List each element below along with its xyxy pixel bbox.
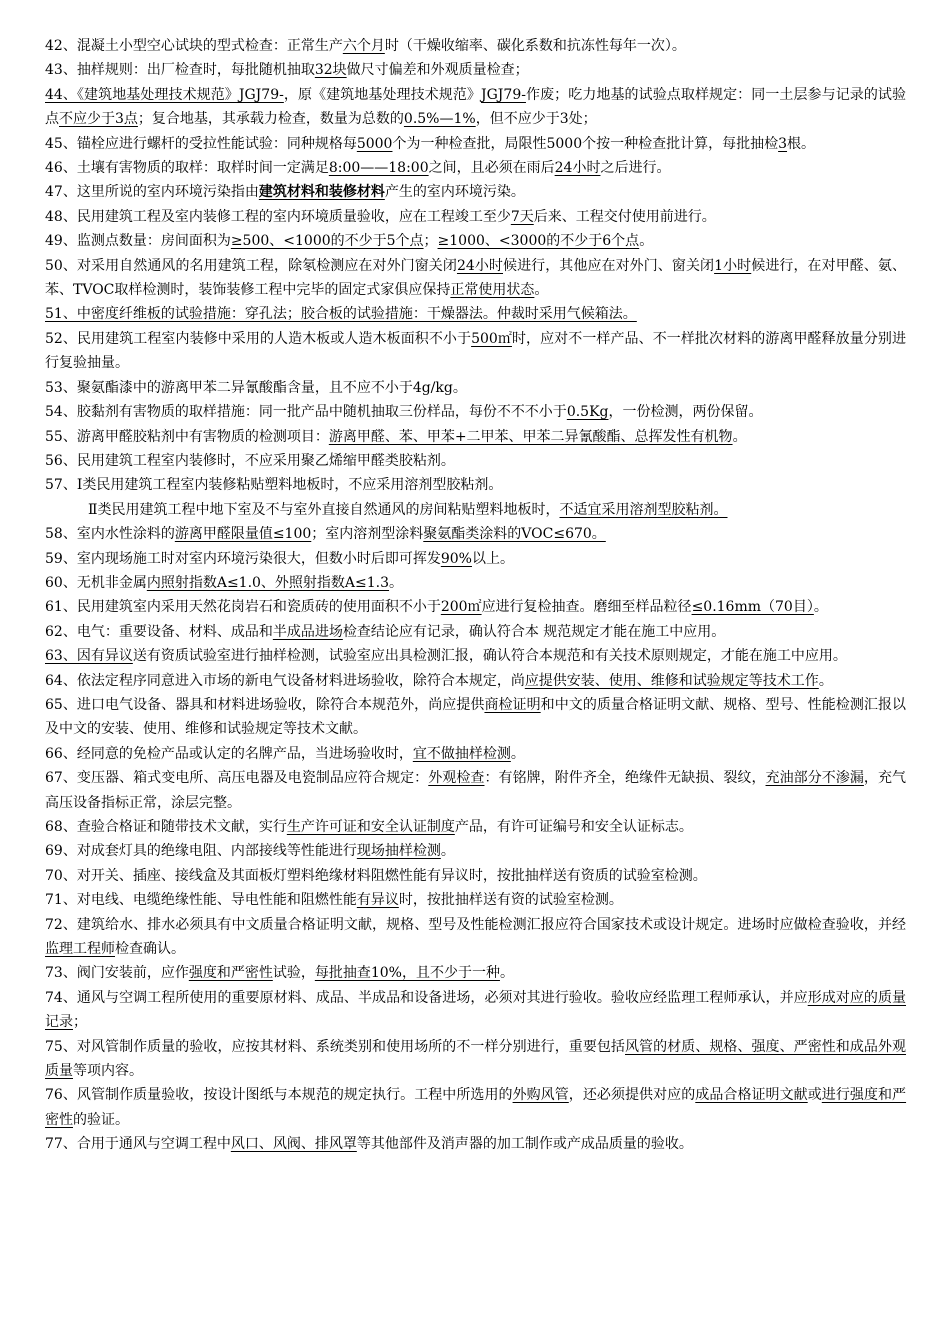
text-segment: 47、这里所说的室内环境污染指由	[45, 184, 259, 201]
text-segment: ，还必须提供对应的	[568, 1087, 696, 1104]
underlined-text: 5000	[356, 135, 393, 152]
text-segment: 45、锚栓应进行螺杆的受拉性能试验：同种规格每	[45, 135, 357, 152]
text-segment: 应进行复检抽查。磨细至样品粒径	[481, 599, 692, 616]
text-segment: ，一份检测，两份保留。	[608, 404, 763, 421]
underlined-text: 半成品进场	[272, 623, 343, 640]
text-segment: 55、游离甲醛胶粘剂中有害物质的检测项目：	[45, 428, 329, 445]
text-segment: 检查结论应有记录，确认符合本 规范规定才能在施工中应用。	[342, 623, 726, 640]
text-segment: 72、建筑给水、排水必须具有中文质量合格证明文献，规格、型号及性能检测汇报应符合国家技术或设计规定。进场时应做检查验收，并经	[45, 916, 906, 933]
text-segment: ，充气高压设备指标正常，涂层完整。	[45, 770, 907, 811]
underlined-text: 游离甲醛限量值≤100	[174, 526, 312, 543]
text-segment: 等项内容。	[73, 1063, 143, 1080]
list-item	[45, 180, 906, 204]
text-segment: 56、民用建筑工程室内装修时，不应采用聚乙烯缩甲醛类胶粘剂。	[45, 452, 455, 469]
text-segment: Ⅱ类民用建筑工程中地下室及不与室外直接自然通风的房间粘贴塑料地板时，	[88, 501, 560, 518]
text-segment: 71、对电线、电缆绝缘性能、导电性能和阻燃性能	[45, 892, 357, 909]
text-segment: 做尺寸偏差和外观质量检查；	[346, 62, 529, 79]
text-segment: 或	[807, 1087, 822, 1104]
underlined-text: 强度和严密性	[188, 965, 273, 982]
text-segment: 。	[510, 745, 525, 762]
list-item	[45, 913, 906, 962]
underlined-text: ≤0.16mm（70目）	[691, 599, 814, 616]
list-item	[45, 376, 906, 400]
text-segment: 66、经同意的免检产品或认定的名牌产品，当进场验收时，	[45, 745, 413, 762]
text-segment: ；复合地基，其承载力检查，数量为总数的	[137, 111, 404, 128]
underlined-text: 生产许可证和安全认证制度	[286, 819, 455, 835]
text-segment: 时，应对不一样产品、不一样批次材料的游离甲醛释放量分别进行复验抽量。	[45, 330, 906, 372]
text-segment: 时（干燥收缩率、碳化系数和抗冻性每年一次）。	[384, 38, 686, 54]
underlined-text: 现场抽样检测	[356, 843, 441, 860]
underlined-text: JGJ79-	[481, 86, 526, 103]
list-item	[45, 742, 906, 766]
list-item	[45, 34, 906, 58]
list-item	[45, 888, 906, 912]
text-segment: 57、Ⅰ类民用建筑工程室内装修粘贴塑料地板时，不应采用溶剂型胶粘剂。	[45, 477, 503, 494]
list-item	[45, 766, 906, 815]
text-segment: 75、对风管制作质量的验收，应按其材料、系统类别和使用场所的不一样分别进行，重要包括	[45, 1038, 625, 1055]
text-segment: 65、进口电气设备、器具和材料进场验收，除符合本规范外，尚应提供	[45, 696, 485, 713]
text-segment: 送有资质试验室进行抽样检测，试验室应出具检测汇报，确认符合本规范和有关技术原则规定，才能在施工中应用。	[132, 648, 847, 665]
underlined-text: 1小时	[714, 257, 752, 274]
underlined-text: 形成对应的质量记录	[45, 989, 907, 1031]
underlined-text: 宜不做抽样检测	[412, 745, 511, 762]
list-item	[45, 449, 906, 473]
text-segment: 根。	[787, 135, 816, 152]
text-segment: 个为一种检查批，局限性5000个按一种检查批计算，每批抽检	[392, 135, 779, 152]
underlined-text: 0.5%—1%	[403, 111, 476, 128]
text-segment: 52、民用建筑工程室内装修中采用的人造木板或人造木板面积不小于	[45, 330, 472, 347]
underlined-text: 外观检查	[428, 770, 485, 787]
list-item	[45, 864, 906, 888]
text-segment: 的验证。	[73, 1111, 129, 1128]
underlined-text: 六个月	[342, 38, 385, 54]
text-segment: 候进行，其他应在对外门、窗关闭	[503, 257, 715, 274]
text-segment: 54、胶黏剂有害物质的取样措施：同一批产品中随机抽取三份样品，每份不不不小于	[45, 404, 567, 421]
text-segment: 77、合用于通风与空调工程中	[45, 1136, 231, 1153]
text-segment: 检查确认。	[115, 941, 185, 958]
text-segment: 。	[639, 233, 654, 250]
list-item	[45, 961, 906, 985]
underlined-text: 进行强度和严密性	[45, 1087, 907, 1128]
list-item	[45, 156, 906, 180]
underlined-text: 500㎡	[471, 330, 512, 347]
list-item	[45, 547, 906, 571]
list-item	[45, 254, 906, 303]
text-segment: 。	[732, 428, 747, 445]
list-item	[45, 620, 906, 644]
list-item	[45, 815, 906, 839]
underlined-text: 24小时	[456, 257, 503, 274]
text-segment: 67、变压器、箱式变电所、高压电器及电瓷制品应符合规定：	[45, 770, 429, 787]
underlined-text: 建筑材料和装修材料	[258, 184, 385, 201]
list-item	[45, 327, 906, 376]
underlined-text: 3	[778, 135, 788, 152]
text-segment: 68、查验合格证和随带技术文献，实行	[45, 819, 287, 835]
text-segment: 53、聚氨酯漆中的游离甲苯二异氰酸酯含量，且不应不小于4g/kg。	[45, 379, 467, 396]
list-item	[45, 425, 906, 449]
underlined-text: 成品合格证明文献	[695, 1087, 808, 1104]
text-segment: 46、土壤有害物质的取样：取样时间一定满足	[45, 160, 329, 177]
text-segment: 。	[813, 599, 828, 616]
text-segment: 产生的室内环境污染。	[384, 184, 525, 201]
underlined-text: 监理工程师	[45, 941, 115, 958]
underlined-text: 风口、风阀、排风罩	[230, 1136, 357, 1153]
text-segment: 之后进行。	[600, 160, 671, 177]
text-segment: 69、对成套灯具的绝缘电阻、内部接线等性能进行	[45, 843, 357, 860]
list-item	[45, 522, 906, 546]
text-segment: 74、通风与空调工程所使用的重要原材料、成品、半成品和设备进场，必须对其进行验收。验收应经监理工程师承认，并应	[45, 989, 808, 1006]
underlined-text: 不应少于3点	[59, 111, 138, 128]
text-segment: 。	[534, 282, 549, 299]
underlined-text: 44、《建筑地基处理技术规范》JGJ79-	[45, 86, 284, 103]
text-segment: ；	[423, 233, 438, 250]
underlined-text: 0.5Kg	[566, 404, 609, 421]
underlined-text: 外购风管	[512, 1087, 569, 1104]
text-segment: ，原《建筑地基处理技术规范》	[283, 86, 481, 103]
list-item	[45, 302, 906, 326]
underlined-text: 32块	[314, 62, 347, 79]
underlined-text: 正常使用状态	[450, 282, 535, 299]
text-segment: 。	[389, 574, 404, 591]
list-item	[45, 400, 906, 424]
text-segment: ；	[73, 1014, 87, 1031]
list-item	[45, 839, 906, 863]
list-item	[45, 595, 906, 619]
text-segment: 之间，且必须在雨后	[428, 160, 555, 177]
list-item	[45, 644, 906, 668]
text-segment: 49、监测点数量：房间面积为	[45, 233, 231, 250]
text-segment: ，但不应少于3处；	[475, 111, 597, 128]
list-item	[45, 986, 906, 1035]
text-segment: 58、室内水性涂料的	[45, 526, 175, 543]
text-segment: 。	[818, 672, 833, 689]
text-segment: 试验，	[272, 965, 315, 982]
list-item	[45, 1083, 906, 1132]
list-item	[45, 498, 906, 522]
text-segment: 73、阀门安装前，应作	[45, 965, 189, 982]
text-segment: 60、无机非金属	[45, 574, 147, 591]
underlined-text: 7天	[510, 208, 534, 225]
text-segment: 42、混凝土小型空心试块的型式检查：正常生产	[45, 38, 343, 54]
text-segment: 产品，有许可证编号和安全认证标志。	[454, 819, 693, 835]
text-segment: 50、对采用自然通风的名用建筑工程，除氡检测应在对外门窗关闭	[45, 257, 457, 274]
list-item	[45, 205, 906, 229]
text-segment: 时，按批抽样送有资的试验室检测。	[398, 892, 623, 909]
underlined-text: 不适宜采用溶剂型胶粘剂。	[559, 501, 728, 518]
underlined-text: 90%	[440, 550, 472, 567]
list-item	[45, 571, 906, 595]
list-item	[45, 1035, 906, 1084]
text-segment: 作废；吃力地基的试验点取样规定：同一土层参与记录的试验点	[45, 86, 907, 128]
text-segment: 64、依法定程序同意进入市场的新电气设备材料进场验收，除符合本规定，尚	[45, 672, 525, 689]
text-segment: 。	[499, 965, 514, 982]
underlined-text: 8:00——18:00	[328, 160, 429, 177]
text-segment: 候进行，在对甲醛、氨、苯、TVOC取样检测时，装饰装修工程中完毕的固定式家俱应保持	[45, 257, 906, 299]
underlined-text: 应提供安装、使用、维修和试验规定等技术工作	[524, 672, 819, 689]
text-segment: 70、对开关、插座、接线盒及其面板灯塑料绝缘材料阻燃性能有异议时，按批抽样送有资质的试验室检测。	[45, 867, 707, 884]
text-segment: 76、风管制作质量验收，按设计图纸与本规范的规定执行。工程中所选用的	[45, 1087, 513, 1104]
list-item	[45, 58, 906, 82]
list-item	[45, 669, 906, 693]
text-segment: ；室内溶剂型涂料	[311, 526, 424, 543]
underlined-text: ≥500、<1000的不少于5个点	[230, 233, 424, 250]
list-item	[45, 473, 906, 497]
text-segment: 59、室内现场施工时对室内环境污染很大，但数小时后即可挥发	[45, 550, 441, 567]
text-segment: 43、抽样规则：出厂检查时，每批随机抽取	[45, 62, 315, 79]
list-item	[45, 693, 906, 742]
text-segment: 。	[440, 843, 455, 860]
underlined-text: 游离甲醛、苯、甲苯+二甲苯、甲苯二异氰酸酯、总挥发性有机物	[328, 428, 733, 445]
text-segment: 62、电气：重要设备、材料、成品和	[45, 623, 273, 640]
text-segment: 后来、工程交付使用前进行。	[533, 208, 716, 225]
text-segment: 等其他部件及消声器的加工制作或产成品质量的验收。	[356, 1136, 693, 1153]
list-item	[45, 132, 906, 156]
underlined-text: 63、因有异议	[45, 648, 133, 665]
underlined-text: 商检证明	[484, 696, 541, 713]
text-segment: ：有铭牌，附件齐全，绝缘件无缺损、裂纹，	[484, 770, 766, 787]
text-segment: 以上。	[471, 550, 514, 567]
underlined-text: 内照射指数A≤1.0、外照射指数A≤1.3	[146, 574, 390, 591]
underlined-text: 风管的材质、规格、强度、严密性和成品外观质量	[45, 1038, 907, 1080]
underlined-text: 聚氨酯类涂料的VOC≤670。	[423, 526, 606, 543]
underlined-text: 每批抽查10%，且不少于一种	[314, 965, 500, 982]
list-item	[45, 1132, 906, 1156]
underlined-text: 24小时	[554, 160, 601, 177]
list-item	[45, 229, 906, 253]
text-segment: 48、民用建筑工程及室内装修工程的室内环境质量验收，应在工程竣工至少	[45, 208, 511, 225]
text-segment: 61、民用建筑室内采用天然花岗岩石和瓷质砖的使用面积不小于	[45, 599, 441, 616]
list-item	[45, 83, 906, 132]
underlined-text: ≥1000、<3000的不少于6个点	[437, 233, 640, 250]
text-segment: 和中文的质量合格证明文献、规格、型号、性能检测汇报以及中文的安装、使用、维修和试验规定等技术文献。	[45, 696, 906, 738]
underlined-text: 200㎡	[440, 599, 482, 616]
underlined-text: 51、中密度纤维板的试验措施：穿孔法；胶合板的试验措施：干燥器法。仲裁时采用气候箱法。	[45, 306, 637, 323]
underlined-text: 充油部分不渗漏	[765, 770, 864, 787]
underlined-text: 有异议	[356, 892, 399, 909]
